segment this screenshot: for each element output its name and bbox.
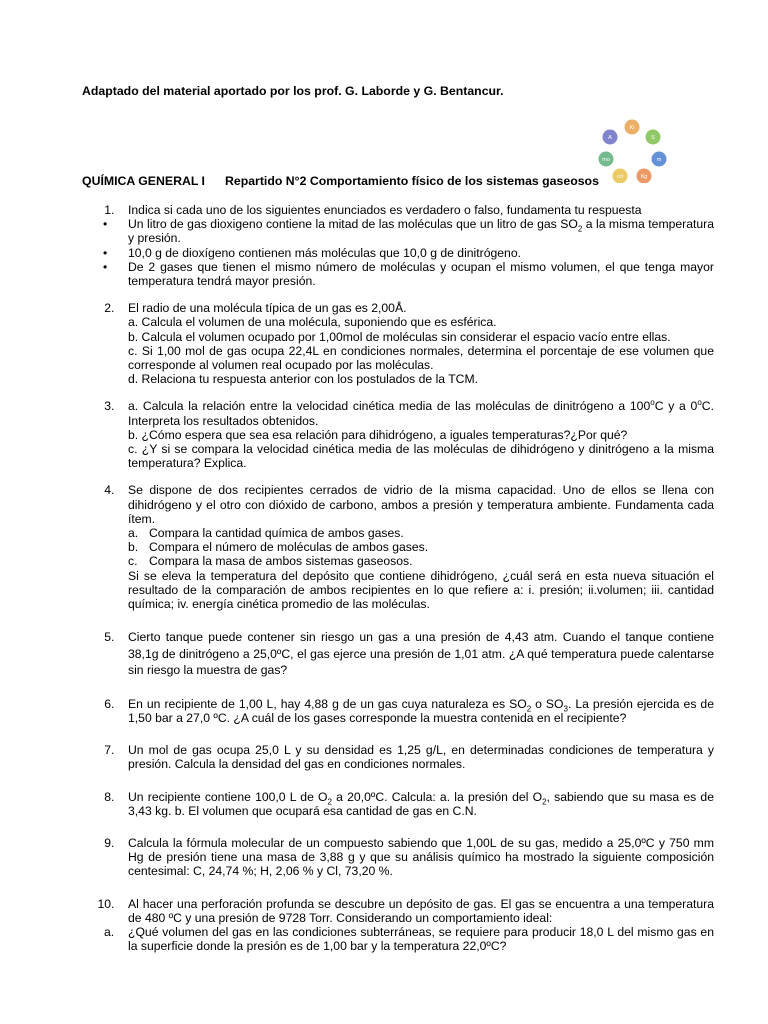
question-number: 3. (104, 399, 115, 414)
bullet-icon (82, 260, 128, 288)
question-number: 9. (104, 836, 115, 850)
question-text: Cierto tanque puede contener sin riesgo un gas a una presión de 4,43 atm. Cuando el tanque contiene 38,1g de dinitrógeno a 25,0ºC, el gas ejerce una presión de 1,01 atm. ¿A qué temperatura puede calentarse sin riesgo la muestra de gas? (128, 630, 714, 678)
statement-2 (82, 246, 714, 260)
title-row (82, 174, 599, 188)
logo-circle-label: m (656, 157, 662, 164)
question-7 (82, 743, 714, 771)
statement-1 (82, 217, 714, 245)
logo-circle-label: A (608, 135, 612, 142)
question-8 (82, 790, 714, 818)
question-text: Calcula la fórmula molecular de un compuesto sabiendo que 1,00L de su gas, medido a 25,0ºC y 750 mm Hg de presión tiene una masa de 3,88 g y que su análisis químico ha mostrado la siguiente composición centesimal: C, 24,74 %; H, 2,06 % y Cl, 73,20 %. (128, 836, 714, 879)
course-title: QUÍMICA GENERAL I (82, 174, 205, 188)
question-2 (82, 301, 714, 386)
question-1 (82, 203, 714, 217)
logo-circle-label: Ki (629, 125, 635, 132)
question-text: Un recipiente contiene 100,0 L de $O_2$ a 20,0ºC. Calcula: a. la presión del $O_2$, sabiendo que su masa es de 3,43 kg. b. El volumen que ocupará esa cantidad de gas en C.N. (128, 789, 714, 818)
assignment-title: Repartido N°2 Comportamiento físico de los sistemas gaseosos (224, 174, 599, 188)
question-6 (82, 697, 714, 725)
si-units-logo (593, 117, 671, 183)
logo-circle-label: Kg (640, 174, 648, 181)
question-number: 8. (104, 789, 115, 804)
statement-3 (82, 260, 714, 288)
logo-circle-label: S (651, 135, 655, 142)
question-text: El radio de una molécula típica de un gas es 2,00Å. a. Calcula el volumen de una molécula, suponiendo que es esférica. b. Calcula el volumen ocupado por 1,00mol de moléculas sin considerar el espacio vacío entre ellas. c. Si 1,00 mol de gas ocupa 22,4L en condiciones normales, determina el porcentaje de ese volumen que corresponde al volumen real ocupado por las moléculas. d. Relaciona tu respuesta anterior con los postulados de la TCM. (128, 301, 714, 387)
question-number: 4. (104, 483, 115, 498)
question-number: 6. (104, 696, 115, 711)
question-text: Indica si cada uno de los siguientes enunciados es verdadero o falso, fundamenta tu respuesta (128, 203, 642, 217)
question-5 (82, 629, 714, 679)
question-3 (82, 399, 714, 470)
statement-text: De 2 gases que tienen el mismo número de moléculas y ocupan el mismo volumen, el que tenga mayor temperatura tendrá mayor presión. (128, 259, 714, 289)
bullet-icon (82, 246, 128, 260)
logo-circle-label: mo (602, 157, 610, 164)
question-text: Un mol de gas ocupa 25,0 L y su densidad es 1,25 g/L, en determinadas condiciones de temperatura y presión. Calcula la densidad del gas en condiciones normales. (128, 743, 714, 772)
question-number: 7. (104, 743, 115, 758)
question-number: 2. (104, 301, 115, 316)
question-10-part-a (82, 925, 714, 953)
question-text: Se dispone de dos recipientes cerrados de vidrio de la misma capacidad. Uno de ellos se llena con dihidrógeno y el otro con dióxido de carbono, ambos a presión y temperatura ambiente. Fundamenta cada ítem. a. Compara la cantidad química de ambos gases. b. Compara el número de moléculas de ambos gases. c. Compara la masa de ambos sistemas gaseosos. Si se eleva la temperatura del depósito que contiene dihidrógeno, ¿cuál será en esta nueva situación el resultado de la comparación de ambos recipientes en lo que refiere a: i. presión; ii.volumen; iii. cantidad química; iv. energía cinética promedio de las moléculas. (128, 483, 714, 612)
question-9 (82, 836, 714, 879)
question-text: Al hacer una perforación profunda se descubre un depósito de gas. El gas se encuentra a una temperatura de 480 ºC y una presión de 9728 Torr. Considerando un comportamiento ideal: (128, 896, 714, 925)
question-number: 10. (97, 896, 115, 911)
bullet-icon (82, 217, 128, 245)
question-10 (82, 897, 714, 925)
credit-line: Adaptado del material aportado por los prof. G. Laborde y G. Bentancur. (82, 84, 504, 98)
statement-text: 10,0 g de dioxígeno contienen más moléculas que 10,0 g de dinitrógeno. (128, 245, 521, 260)
question-number: 5. (104, 630, 115, 645)
exercise-list (82, 203, 714, 953)
question-text: a. Calcula la relación entre la velocidad cinética media de las moléculas de dinitrógeno a 100$^o$C y a 0$^o$C. Interpreta los resultados obtenidos. b. ¿Cómo espera que sea esa relación para dihidrógeno, a iguales temperaturas?¿Por qué? c. ¿Y si se compara la velocidad cinética media de las moléculas de dihidrógeno y dinitrógeno a la misma temperatura? Explica. (128, 398, 714, 471)
part-letter: a. (104, 925, 115, 940)
part-text: ¿Qué volumen del gas en las condiciones subterráneas, se requiere para producir 18,0 L del mismo gas en la superficie donde la presión es de 1,00 bar y la temperatura 22,0ºC? (128, 925, 714, 954)
statement-text: Un litro de gas dioxigeno contiene la mitad de las moléculas que un litro de gas $SO_2$ a la misma temperatura y presión. (128, 217, 714, 246)
question-text: En un recipiente de 1,00 L, hay 4,88 g de un gas cuya naturaleza es $SO_2$ o $SO_3$. La presión ejercida es de 1,50 bar a 27,0 ºC. ¿A cuál de los gases corresponde la muestra contenida en el recipiente? (128, 696, 714, 725)
question-number: 1. (104, 203, 115, 217)
logo-circle-label: cd (617, 174, 623, 181)
question-4 (82, 483, 714, 611)
